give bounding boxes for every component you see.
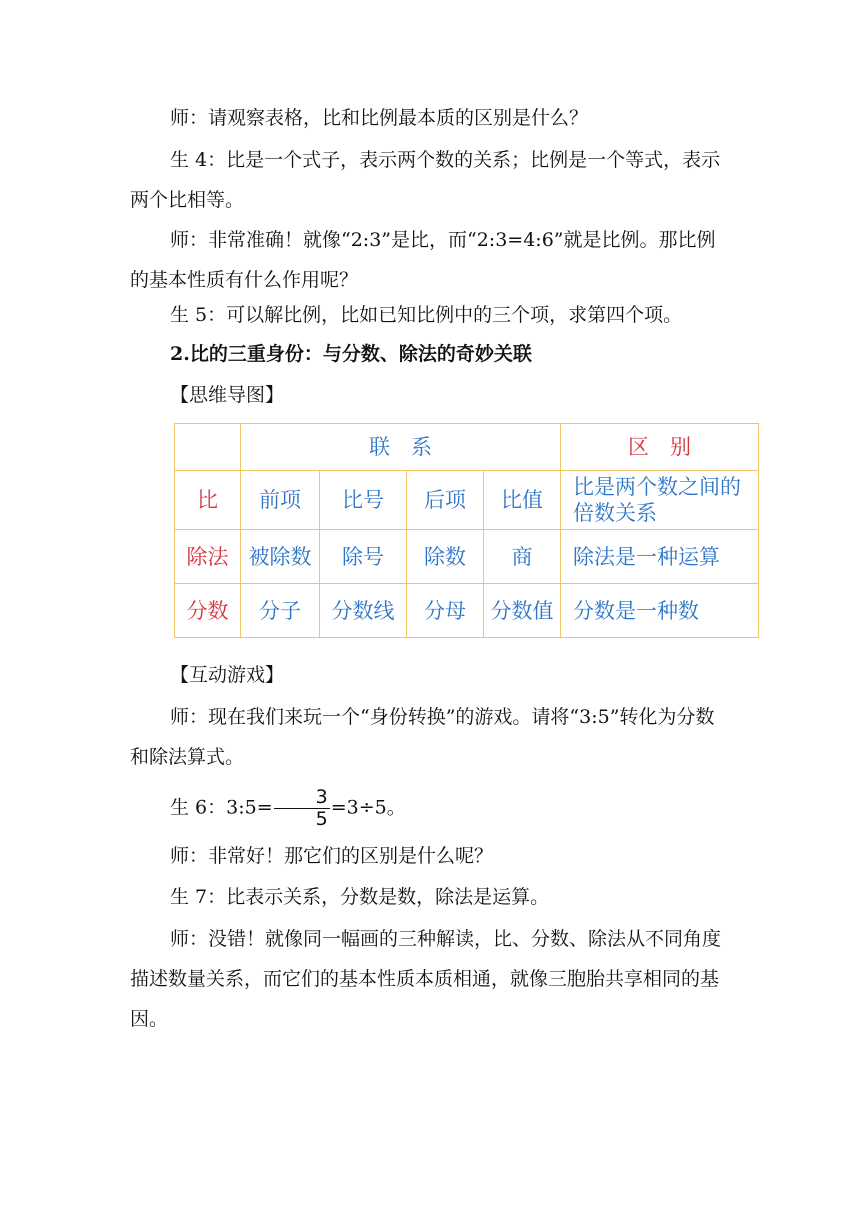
- game-label: 【互动游戏】: [170, 664, 285, 686]
- mindmap-label: 【思维导图】: [170, 384, 285, 406]
- fraction-denominator: 5: [315, 808, 328, 830]
- diff-cell: 比是两个数之间的倍数关系: [561, 471, 759, 530]
- game-intro-paragraph: 师：现在我们来玩一个“身份转换”的游戏。请将“3:5”转化为分数和除法算式。: [130, 706, 715, 768]
- teacher-summary-paragraph: 师：没错！就像同一幅画的三种解读，比、分数、除法从不同角度描述数量关系，而它们的基本性质本质相通，就像三胞胎共享相同的基因。: [130, 928, 722, 1030]
- student6-answer-paragraph: [130, 787, 730, 830]
- student5-answer-paragraph: 生 5：可以解比例，比如已知比例中的三个项，求第四个项。: [170, 304, 683, 326]
- table-cell: 分数线: [320, 584, 407, 638]
- student4-answer-paragraph: 生 4：比是一个式子，表示两个数的关系；比例是一个等式，表示两个比相等。: [130, 149, 721, 211]
- table-cell: 比值: [484, 471, 561, 530]
- row-name-cell: 比: [175, 471, 241, 530]
- table-cell: 被除数: [241, 530, 320, 584]
- diff-cell: 除法是一种运算: [561, 530, 759, 584]
- table-cell: 商: [484, 530, 561, 584]
- student6-suffix: =3÷5。: [330, 796, 406, 819]
- teacher-question-paragraph: 师：请观察表格，比和比例最本质的区别是什么？: [170, 107, 589, 129]
- table-cell: 分子: [241, 584, 320, 638]
- table-cell: 除号: [320, 530, 407, 584]
- mindmap-table: [174, 423, 759, 638]
- student6-prefix: 生 6：3:5=: [170, 796, 273, 819]
- teacher-praise-paragraph: 师：非常好！那它们的区别是什么呢？: [170, 845, 494, 867]
- table-row: [175, 530, 759, 584]
- table-cell: 分母: [407, 584, 484, 638]
- teacher-followup-paragraph: 师：非常准确！就像“2:3”是比，而“2:3=4:6”就是比例。那比例的基本性质有什么作用呢？: [130, 229, 716, 291]
- student7-answer-paragraph: 生 7：比表示关系，分数是数，除法是运算。: [170, 886, 550, 908]
- table-row: [175, 471, 759, 530]
- table-header-row: [175, 424, 759, 471]
- header-link-cell: 联 系: [241, 424, 561, 471]
- diff-cell: 分数是一种数: [561, 584, 759, 638]
- table-row: [175, 584, 759, 638]
- fraction: [274, 787, 330, 830]
- table-cell: 后项: [407, 471, 484, 530]
- table-cell: 分数值: [484, 584, 561, 638]
- section-heading: 2.比的三重身份：与分数、除法的奇妙关联: [170, 343, 532, 365]
- table-corner-cell: [175, 424, 241, 471]
- table-cell: 比号: [320, 471, 407, 530]
- row-name-cell: 除法: [175, 530, 241, 584]
- table-cell: 除数: [407, 530, 484, 584]
- header-diff-cell: 区 别: [561, 424, 759, 471]
- fraction-numerator: 3: [274, 787, 330, 809]
- row-name-cell: 分数: [175, 584, 241, 638]
- table-cell: 前项: [241, 471, 320, 530]
